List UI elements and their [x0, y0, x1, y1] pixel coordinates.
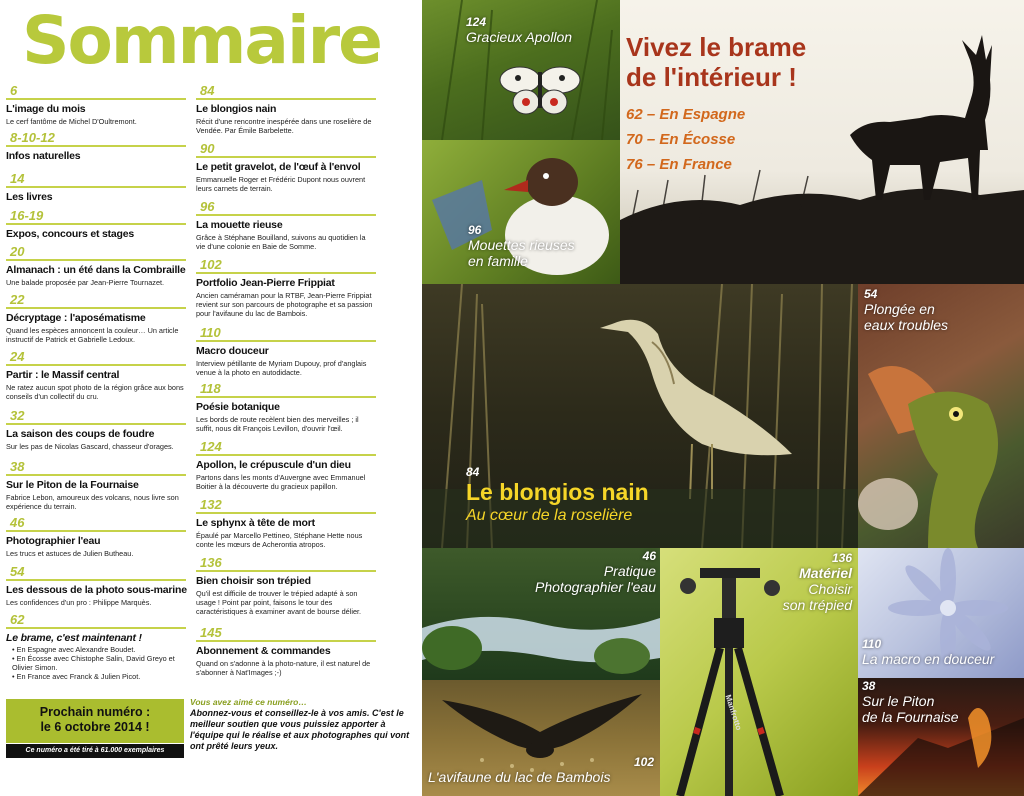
brame-headline [626, 32, 806, 92]
toc-title[interactable]: Macro douceur [196, 345, 269, 357]
toc-description: Les bords de route recèlent bien des merveilles ; il suffit, nous dit François Levillon, d'ouvrir l'œil. [196, 415, 359, 433]
toc-title[interactable]: Décryptage : l'aposématisme [6, 312, 146, 324]
toc-page-number: 20 [6, 245, 186, 261]
toc-description: Une balade proposée par Jean-Pierre Tournazet. [6, 278, 165, 287]
toc-description: Quand les espèces annoncent la couleur… Un article instructif de Patrick et Gabrielle Ledoux. [6, 326, 179, 344]
toc-entry[interactable] [196, 200, 376, 251]
toc-title[interactable]: Sur le Piton de la Fournaise [6, 479, 139, 491]
toc-description: Grâce à Stéphane Bouilland, suivons au quotidien la vie d'une colonie en Baie de Somme. [196, 233, 366, 251]
trepied-caption-line2: Choisir [808, 581, 852, 597]
trepied-caption-line1: Matériel [799, 565, 852, 581]
toc-entry[interactable] [196, 258, 376, 318]
blongios-text [466, 466, 649, 526]
toc-page-number: 84 [196, 84, 376, 100]
macro-caption: La macro en douceur [862, 651, 995, 667]
brame-item-espagne[interactable]: 62 – En Espagne [626, 106, 746, 123]
piton-caption-line1: Sur le Piton [862, 693, 935, 709]
toc-title[interactable]: Almanach : un été dans la Combraille [6, 264, 186, 276]
plongee-page-number: 54 [864, 287, 878, 301]
toc-description: Quand on s'adonne à la photo-nature, il est naturel de s'abonner à Nat'Images ;-) [196, 659, 371, 677]
eau-caption-line1: Pratique [603, 563, 656, 579]
mouettes-caption-line1: Mouettes rieuses [468, 237, 575, 253]
apollon-caption: Gracieux Apollon [466, 29, 573, 45]
toc-title[interactable]: Infos naturelles [6, 150, 81, 162]
next-issue-date: le 6 octobre 2014 ! [40, 720, 150, 734]
photo-brame[interactable] [620, 0, 1024, 284]
photo-blongios[interactable] [422, 284, 858, 548]
eau-page-number: 46 [642, 549, 656, 563]
toc-title[interactable]: La mouette rieuse [196, 219, 283, 231]
mouettes-page-number: 96 [468, 223, 482, 237]
toc-entry[interactable] [196, 382, 376, 433]
toc-entry[interactable] [196, 326, 376, 377]
toc-bullet: • En France avec Franck & Julien Picot. [12, 672, 141, 681]
toc-description: Sur les pas de Nicolas Gascard, chasseur d'orages. [6, 442, 174, 451]
next-issue-box [6, 699, 184, 743]
toc-title[interactable]: Le sphynx à tête de mort [196, 517, 315, 529]
toc-title[interactable]: Apollon, le crépuscule d'un dieu [196, 459, 351, 471]
toc-title[interactable]: Bien choisir son trépied [196, 575, 311, 587]
toc-description: Emmanuelle Roger et Frédéric Dupont nous ouvrent leurs carnets de terrain. [196, 175, 366, 193]
toc-page-number: 62 [6, 613, 186, 629]
macro-page-number: 110 [862, 637, 882, 651]
toc-page-number: 16-19 [6, 209, 186, 225]
toc-page-number: 24 [6, 350, 186, 366]
toc-entry[interactable] [6, 565, 186, 607]
toc-entry[interactable] [6, 293, 186, 344]
toc-entry[interactable] [6, 409, 186, 451]
mouettes-caption-line2: en famille [468, 253, 528, 269]
toc-entry[interactable] [6, 350, 186, 401]
toc-description: Interview pétillante de Myriam Dupouy, prof d'anglais venue à la photo en autodidacte. [196, 359, 367, 377]
toc-title[interactable]: L'image du mois [6, 103, 86, 115]
toc-entry[interactable] [196, 440, 376, 491]
toc-description: Le cerf fantôme de Michel D'Oultremont. [6, 117, 137, 126]
toc-page-number: 32 [6, 409, 186, 425]
trepied-page-number: 136 [831, 551, 852, 565]
toc-entry[interactable] [6, 84, 186, 126]
blongios-page-number: 84 [466, 465, 480, 479]
toc-page-number: 136 [196, 556, 376, 572]
toc-entry[interactable] [196, 626, 376, 677]
toc-description: Ancien caméraman pour la RTBF, Jean-Pierre Frippiat revient sur son parcours de photographe et sa passion pour l'avifaune du lac de Bambois. [196, 291, 373, 318]
toc-page-number: 124 [196, 440, 376, 456]
toc-page-number: 54 [6, 565, 186, 581]
toc-page-number: 110 [196, 326, 376, 342]
toc-page-number: 46 [6, 516, 186, 532]
blongios-title: Le blongios nain [466, 479, 649, 505]
photo-trepied[interactable] [660, 548, 858, 796]
photo-piton[interactable] [858, 678, 1024, 796]
subscribe-note [190, 697, 412, 752]
toc-description: Partons dans les monts d'Auvergne avec Emmanuel Boitier à la découverte du gracieux papillon. [196, 473, 366, 491]
photo-eau[interactable] [422, 548, 660, 680]
toc-description: Épaulé par Marcello Pettineo, Stéphane Hette nous conte les mœurs de Acherontia atropos. [196, 531, 363, 549]
brame-items [626, 102, 745, 177]
print-run-note: Ce numéro a été tiré à 61.000 exemplaires [6, 744, 184, 758]
plongee-caption-line2: eaux troubles [864, 317, 949, 333]
toc-page-number: 6 [6, 84, 186, 100]
toc-title[interactable]: Poésie botanique [196, 401, 280, 413]
photo-mouettes[interactable] [422, 140, 620, 284]
toc-entry[interactable] [196, 142, 376, 193]
toc-title[interactable]: Le petit gravelot, de l'œuf à l'envol [196, 161, 361, 173]
toc-description: Fabrice Lebon, amoureux des volcans, nous livre son expérience du terrain. [6, 493, 179, 511]
toc-title[interactable]: Les dessous de la photo sous-marine [6, 584, 187, 596]
toc-title[interactable]: Les livres [6, 191, 53, 203]
toc-entry[interactable] [196, 498, 376, 549]
toc-title[interactable]: Partir : le Massif central [6, 369, 120, 381]
toc-entry[interactable] [6, 172, 186, 204]
toc-entry[interactable] [196, 84, 376, 135]
page-title: Sommaire [22, 2, 381, 79]
toc-description: Les trucs et astuces de Julien Butheau. [6, 549, 134, 558]
brame-item-ecosse[interactable]: 70 – En Écosse [626, 131, 736, 148]
eau-caption-line2: Photographier l'eau [535, 579, 656, 595]
toc-bullet: • En Écosse avec Chistophe Salin, David Greyo et Olivier Simon. [12, 654, 175, 672]
brame-title-line1: Vivez le brame [626, 32, 807, 62]
apollon-page-number: 124 [466, 15, 487, 29]
toc-page-number: 22 [6, 293, 186, 309]
toc-page-number: 90 [196, 142, 376, 158]
bambois-caption: L'avifaune du lac de Bambois [428, 769, 611, 785]
trepied-caption-line3: son trépied [782, 597, 852, 613]
toc-page-number: 118 [196, 382, 376, 398]
toc-entry[interactable] [6, 131, 186, 163]
toc-title[interactable]: La saison des coups de foudre [6, 428, 155, 440]
photo-macro[interactable] [858, 548, 1024, 678]
photo-bambois[interactable] [422, 680, 660, 796]
toc-title[interactable]: Expos, concours et stages [6, 228, 135, 240]
toc-title[interactable]: Photographier l'eau [6, 535, 101, 547]
photo-apollon[interactable] [422, 0, 620, 140]
subscribe-question: Vous avez aimé ce numéro… [190, 697, 307, 707]
plongee-caption-line1: Plongée en [864, 301, 935, 317]
next-issue-label: Prochain numéro : [39, 705, 151, 719]
photo-plongee[interactable] [858, 284, 1024, 548]
toc-page-number: 132 [196, 498, 376, 514]
toc-title[interactable]: Le brame, c'est maintenant ! [6, 632, 142, 644]
toc-entry[interactable] [6, 245, 186, 287]
toc-page-number: 102 [196, 258, 376, 274]
toc-entry[interactable] [6, 209, 186, 241]
toc-entry[interactable] [6, 460, 186, 511]
toc-description: Récit d'une rencontre inespérée dans une roselière de Vendée. Par Émile Barbelette. [196, 117, 372, 135]
toc-title[interactable]: Abonnement & commandes [196, 645, 331, 657]
blongios-subtitle: Au cœur de la roselière [466, 507, 633, 524]
subscribe-text: Abonnez-vous et conseillez-le à vos amis. C'est le meilleur soutien que vous puissiez apporter à l'équipe qui le réalise et aux photographes qui vont ont prêté leurs yeux. [190, 708, 410, 751]
toc-page-number: 14 [6, 172, 186, 188]
toc-page-number: 96 [196, 200, 376, 216]
toc-entry[interactable] [6, 613, 186, 681]
toc-description: Qu'il est difficile de trouver le trépied adapté à son usage ! Point par point, faisons le tour des caractéristiques à examiner avant de bourse délier. [196, 589, 362, 616]
tripod-brand: Manfrotto [723, 693, 744, 732]
toc-title[interactable]: Le blongios nain [196, 103, 277, 115]
toc-page-number: 145 [196, 626, 376, 642]
bambois-page-number: 102 [633, 755, 654, 769]
piton-page-number: 38 [862, 679, 876, 693]
toc-entry[interactable] [6, 516, 186, 558]
toc-description: Ne ratez aucun spot photo de la région grâce aux bons conseils d'un collectif du cru. [6, 383, 184, 401]
piton-caption-line2: de la Fournaise [862, 709, 959, 725]
toc-page-number: 8-10-12 [6, 131, 186, 147]
brame-item-france[interactable]: 76 – En France [626, 156, 732, 173]
toc-page-number: 38 [6, 460, 186, 476]
toc-entry[interactable] [196, 556, 376, 616]
brame-title-line2: de l'intérieur ! [626, 62, 797, 92]
toc-bullet: • En Espagne avec Alexandre Boudet. [12, 645, 136, 654]
toc-description: Les confidences d'un pro : Philippe Marquès. [6, 598, 152, 607]
toc-title[interactable]: Portfolio Jean-Pierre Frippiat [196, 277, 335, 289]
